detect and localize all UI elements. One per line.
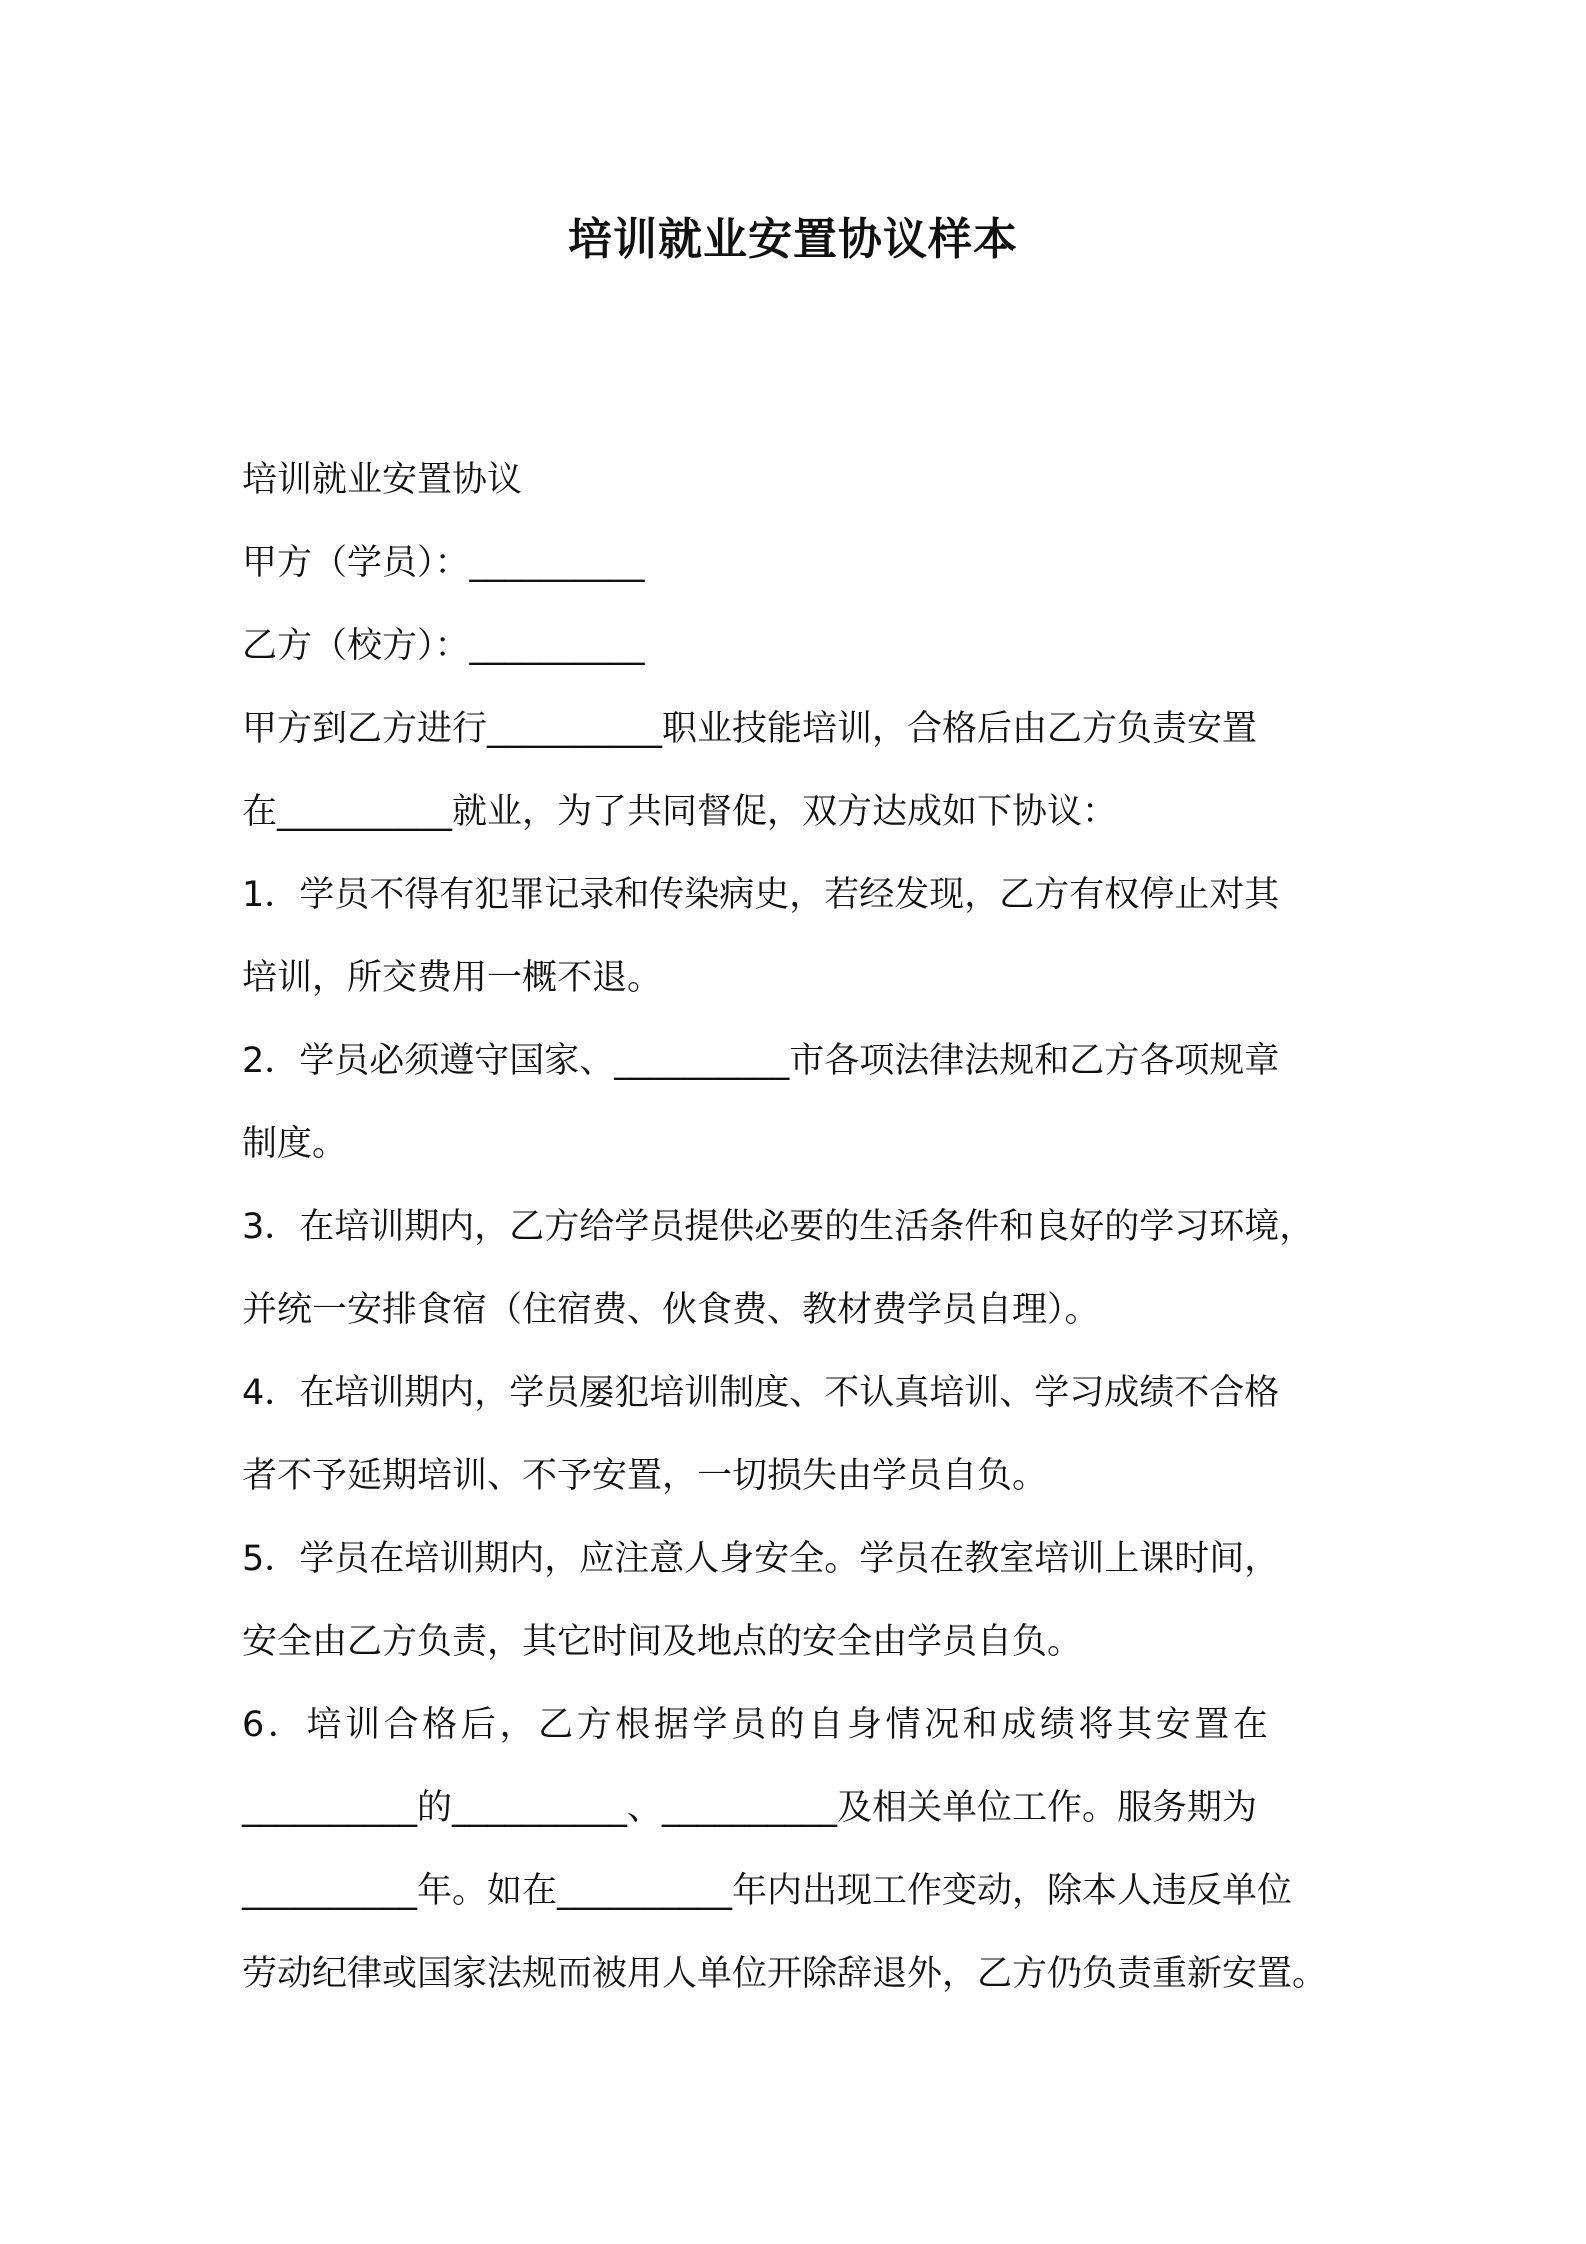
intro-line-1: 甲方到乙方进行__________职业技能培训，合格后由乙方负责安置 [242,709,1258,749]
clause-4-line-2: 者不予延期培训、不予安置，一切损失由学员自负。 [242,1456,1048,1496]
clause-3-line-2: 并统一安排食宿（住宿费、伙食费、教材费学员自理）。 [242,1290,1100,1330]
clause-4-line-1: 4．在培训期内，学员屡犯培训制度、不认真培训、学习成绩不合格 [242,1373,1280,1413]
party-b-line: 乙方（校方）：__________ [242,626,645,666]
clause-3-line-1: 3．在培训期内，乙方给学员提供必要的生活条件和良好的学习环境， [242,1207,1315,1247]
clause-5-line-2: 安全由乙方负责，其它时间及地点的安全由学员自负。 [242,1622,1083,1662]
clause-2-line-1: 2．学员必须遵守国家、__________市各项法律法规和乙方各项规章 [242,1041,1280,1081]
clause-6-line-2: __________的__________、__________及相关单位工作。服务期为 [242,1788,1258,1828]
intro-line-2: 在__________就业，为了共同督促，双方达成如下协议： [242,792,1118,832]
clause-1-line-2: 培训，所交费用一概不退。 [242,958,663,998]
party-a-line: 甲方（学员）：__________ [242,543,645,583]
clause-2-line-2: 制度。 [242,1124,348,1164]
clause-6-line-3: __________年。如在__________年内出现工作变动，除本人违反单位 [242,1871,1293,1911]
clause-5-line-1: 5．学员在培训期内，应注意人身安全。学员在教室培训上课时间， [242,1539,1280,1579]
document-title: 培训就业安置协议样本 [568,214,1018,265]
clause-6-line-4: 劳动纪律或国家法规而被用人单位开除辞退外，乙方仍负责重新安置。 [242,1954,1328,1994]
clause-6-line-1: 6．培训合格后，乙方根据学员的自身情况和成绩将其安置在 [242,1705,1272,1745]
clause-1-line-1: 1．学员不得有犯罪记录和传染病史，若经发现，乙方有权停止对其 [242,875,1280,915]
agreement-heading: 培训就业安置协议 [242,460,523,500]
